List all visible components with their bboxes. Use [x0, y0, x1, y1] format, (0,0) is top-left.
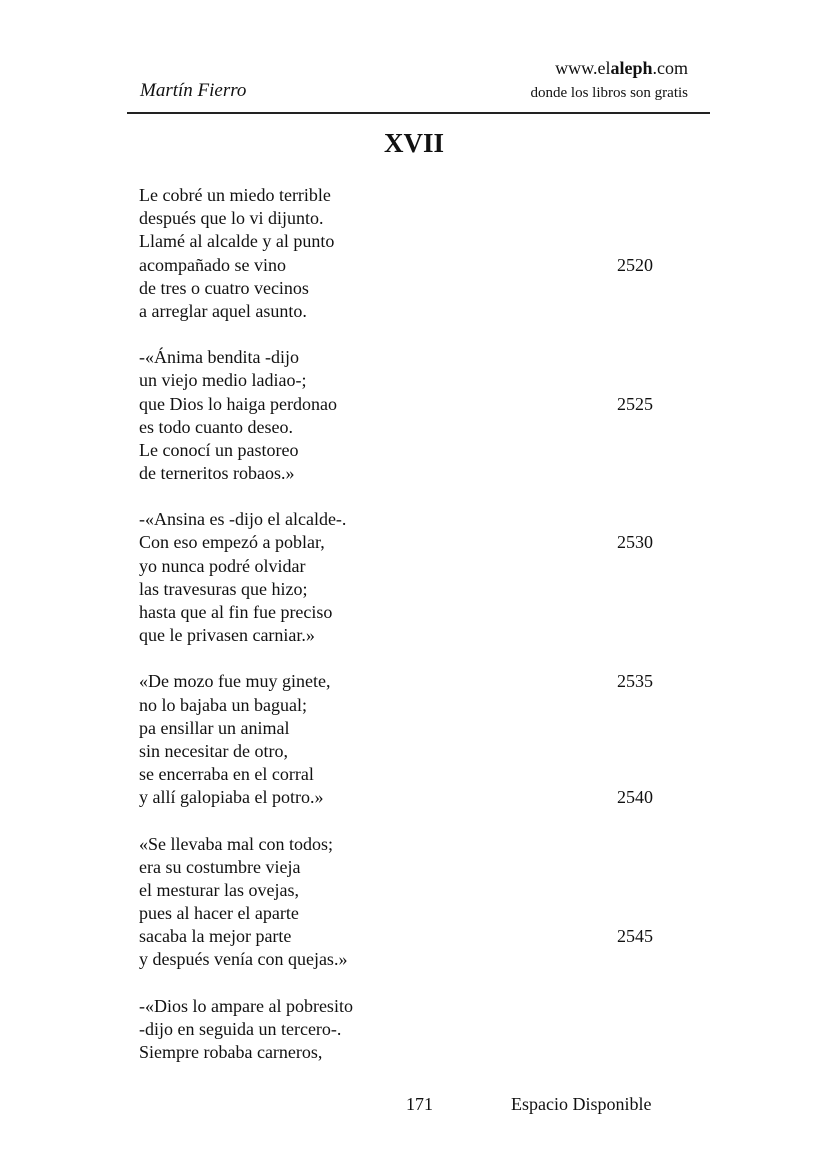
verse-text: «De mozo fue muy ginete, [139, 671, 331, 692]
verse-line [139, 578, 669, 601]
verse-line [139, 740, 669, 763]
verse-text: sacaba la mejor parte [139, 926, 292, 947]
verse-line [139, 763, 669, 786]
site-url-brand: aleph [610, 58, 653, 78]
verse-line [139, 879, 669, 902]
verse-line [139, 694, 669, 717]
verse-text: yo nunca podré olvidar [139, 555, 306, 576]
verse-text: Le conocí un pastoreo [139, 439, 299, 460]
verse-text: acompañado se vino [139, 254, 286, 275]
verse-number: 2540 [617, 787, 653, 808]
poem-body [139, 184, 669, 1087]
verse-text: es todo cuanto deseo. [139, 416, 293, 437]
verse-line [139, 786, 669, 809]
verse-line [139, 207, 669, 230]
verse-number: 2535 [617, 671, 653, 692]
verse-text: que Dios lo haiga perdonao [139, 393, 337, 414]
stanza [139, 995, 669, 1065]
verse-text: Con eso empezó a poblar, [139, 532, 325, 553]
verse-text: después que lo vi dijunto. [139, 208, 324, 229]
verse-text: sin necesitar de otro, [139, 740, 288, 761]
site-tagline: donde los libros son gratis [530, 85, 688, 101]
verse-text: -«Ánima bendita -dijo [139, 347, 299, 368]
verse-line [139, 346, 669, 369]
chapter-heading: XVII [383, 128, 444, 158]
verse-line [139, 277, 669, 300]
verse-line [139, 439, 669, 462]
verse-line [139, 1041, 669, 1064]
verse-line [139, 948, 669, 971]
verse-text: Llamé al alcalde y al punto [139, 231, 335, 252]
verse-text: «Se llevaba mal con todos; [139, 833, 333, 854]
verse-text: y después venía con quejas.» [139, 949, 348, 970]
verse-line [139, 230, 669, 253]
verse-text: el mesturar las ovejas, [139, 879, 299, 900]
stanza [139, 833, 669, 972]
verse-text: de tres o cuatro vecinos [139, 277, 309, 298]
verse-line [139, 856, 669, 879]
site-url-suffix: .com [652, 58, 688, 78]
verse-line [139, 670, 669, 693]
verse-line [139, 1018, 669, 1041]
verse-text: Le cobré un miedo terrible [139, 185, 331, 205]
stanza [139, 346, 669, 485]
stanza [139, 508, 669, 647]
verse-text: que le privasen carniar.» [139, 625, 315, 646]
verse-line [139, 902, 669, 925]
verse-text: no lo bajaba un bagual; [139, 694, 307, 715]
footer-note: Espacio Disponible [511, 1094, 652, 1114]
verse-line [139, 995, 669, 1018]
verse-line [139, 416, 669, 439]
stanza [139, 184, 669, 323]
verse-line [139, 508, 669, 531]
verse-line [139, 462, 669, 485]
verse-line [139, 624, 669, 647]
book-title: Martín Fierro [140, 80, 247, 101]
verse-text: Siempre robaba carneros, [139, 1042, 323, 1062]
site-url[interactable] [448, 57, 688, 79]
verse-line [139, 300, 669, 323]
verse-text: a arreglar aquel asunto. [139, 300, 307, 321]
verse-line [139, 531, 669, 554]
verse-line [139, 254, 669, 277]
verse-text: pa ensillar un animal [139, 717, 290, 738]
verse-text: se encerraba en el corral [139, 764, 314, 785]
verse-text: las travesuras que hizo; [139, 578, 308, 599]
verse-text: -«Dios lo ampare al pobresito [139, 995, 353, 1016]
verse-line [139, 184, 669, 207]
verse-line [139, 601, 669, 624]
verse-text: era su costumbre vieja [139, 856, 301, 877]
verse-line [139, 393, 669, 416]
verse-number: 2520 [617, 254, 653, 275]
site-url-prefix: www.el [555, 58, 611, 78]
verse-text: de terneritos robaos.» [139, 463, 295, 484]
verse-text: hasta que al fin fue preciso [139, 602, 333, 622]
verse-text: un viejo medio ladiao-; [139, 370, 307, 391]
verse-line [139, 555, 669, 578]
verse-number: 2525 [617, 393, 653, 414]
verse-line [139, 369, 669, 392]
header-divider [127, 112, 710, 114]
verse-text: -«Ansina es -dijo el alcalde-. [139, 509, 347, 530]
verse-number: 2530 [617, 532, 653, 553]
verse-line [139, 833, 669, 856]
verse-text: pues al hacer el aparte [139, 903, 299, 924]
page-number: 171 [406, 1094, 433, 1114]
verse-number: 2545 [617, 926, 653, 947]
site-header [448, 57, 688, 104]
stanza [139, 670, 669, 809]
verse-line [139, 925, 669, 948]
verse-text: y allí galopiaba el potro.» [139, 787, 324, 808]
verse-text: -dijo en seguida un tercero-. [139, 1018, 342, 1039]
verse-line [139, 717, 669, 740]
